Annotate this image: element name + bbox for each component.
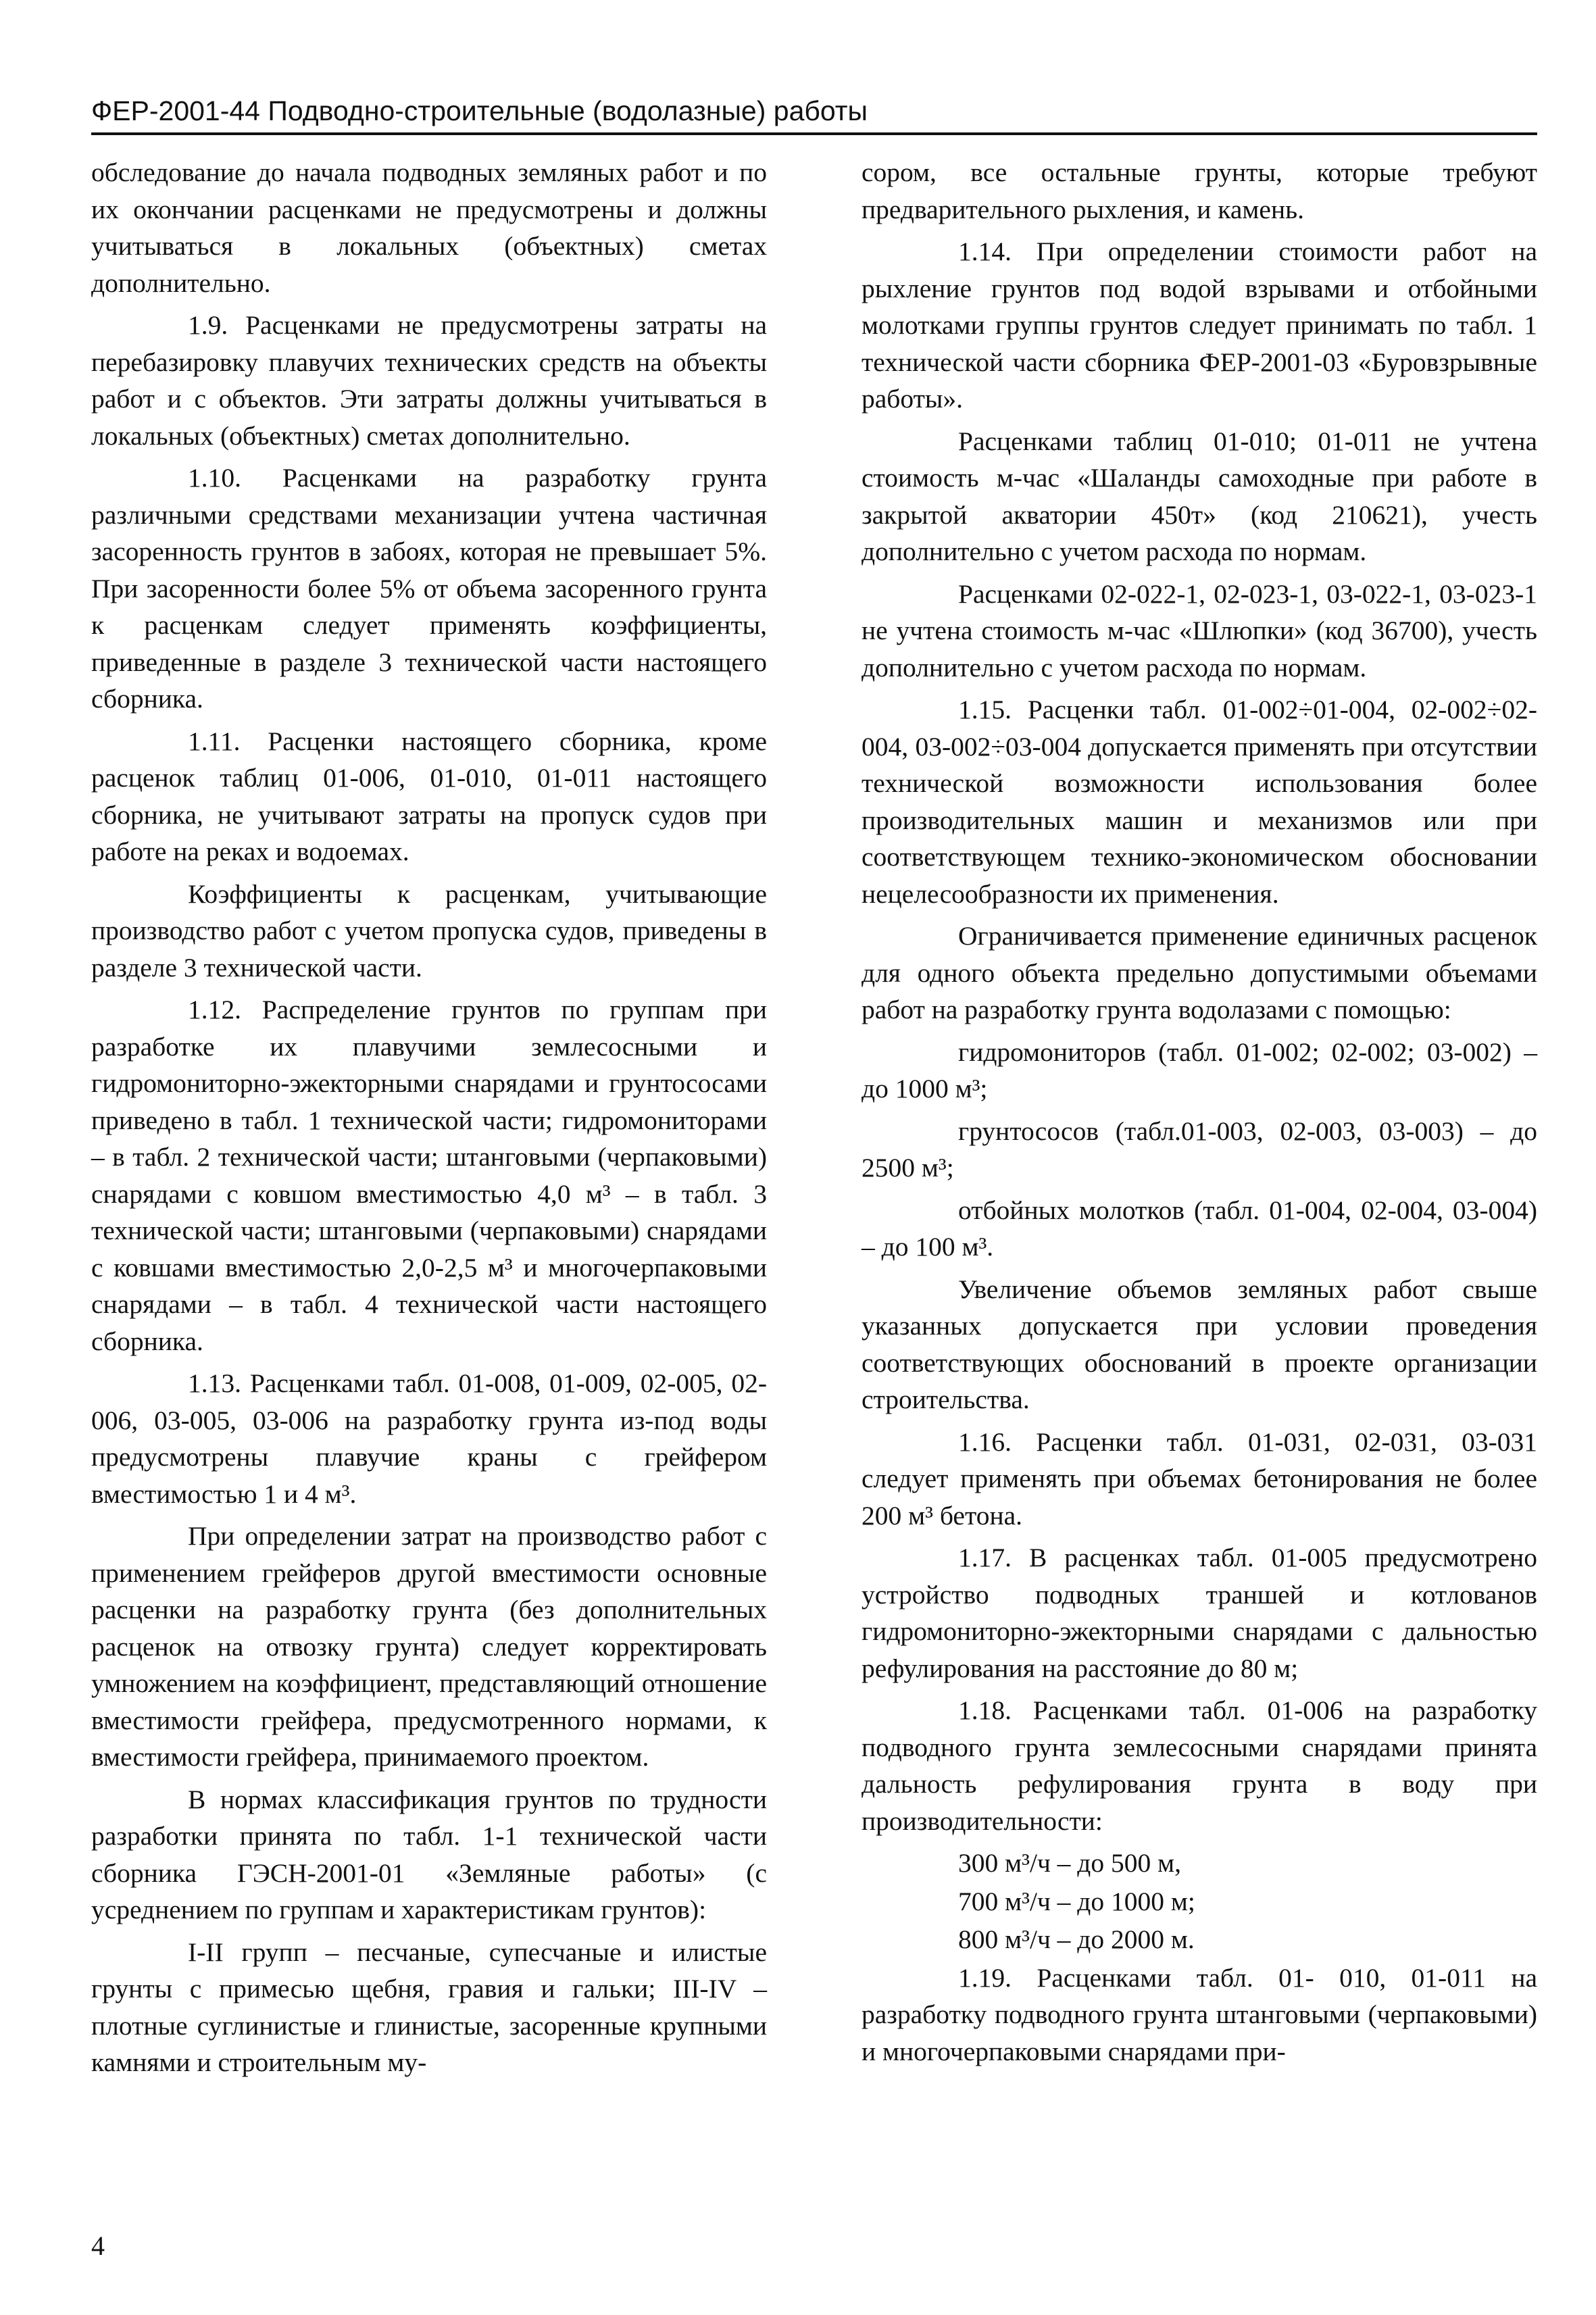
paragraph-grabs: При определении затрат на производство работ с применением грейферов другой вместимости основные расценки на разработку грунта (без дополнительных расценок на отвозку грунта) следует корректировать умножением на коэффициент, представляющий отношение вместимости грейфера, предусмотренного нормами, к вместимости грейфера, принимаемого проектом. (91, 1521, 767, 1772)
page-number: 4 (91, 2231, 105, 2261)
productivity-item: 700 м³/ч – до 1000 м; (958, 1886, 1195, 1916)
limit-item-hydromonitors: гидромониторов (табл. 01-002; 02-002; 03-002) – до 1000 м³; (862, 1037, 1537, 1103)
limit-item-hammers: отбойных молотков (табл. 01-004, 02-004, 03-004) – до 100 м³. (862, 1195, 1537, 1262)
paragraph-barges: Расценками таблиц 01-010; 01-011 не учтена стоимость м-час «Шаланды самоходные при работе в закрытой акватории 450т» (код 210621), учесть дополнительно с учетом расхода по нормам. (862, 426, 1537, 566)
paragraph-1-13: 1.13. Расценками табл. 01-008, 01-009, 02-005, 02-006, 03-005, 03-006 на разработку грунта из-под воды предусмотрены плавучие краны с грейфером вместимостью 1 и 4 м³. (91, 1368, 767, 1509)
limit-item-pumps: грунтососов (табл.01-003, 02-003, 03-003) – до 2500 м³; (862, 1116, 1537, 1183)
productivity-item: 800 м³/ч – до 2000 м. (958, 1924, 1195, 1954)
paragraph-1-14: 1.14. При определении стоимости работ на рыхление грунтов под водой взрывами и отбойными молотками группы грунтов следует принимать по табл. 1 технической части сборника ФЕР-2001-03 «Буровзрывные работы». (862, 237, 1537, 414)
paragraph-1-19: 1.19. Расценками табл. 01- 010, 01-011 на разработку подводного грунта штанговыми (черпаковыми) и многочерпаковыми снарядами при- (862, 1962, 1537, 2066)
paragraph-limits: Ограничивается применение единичных расценок для одного объекта предельно допустимыми объемами работ на разработку грунта водолазами с помощью: (862, 921, 1537, 1024)
paragraph-continuation-right: сором, все остальные грунты, которые требуют предварительного рыхления, и камень. (862, 157, 1537, 224)
left-column (91, 154, 767, 2087)
header-rule (91, 132, 1537, 135)
paragraph-1-16: 1.16. Расценки табл. 01-031, 02-031, 03-031 следует применять при объемах бетонирования не более 200 м³ бетона. (862, 1426, 1537, 1530)
paragraph-1-10: 1.10. Расценками на разработку грунта различными средствами механизации учтена частичная засоренность грунтов в забоях, которая не превышает 5%. При засоренности более 5% от объема засоренного грунта к расценкам следует применять коэффициенты, приведенные в разделе 3 технической части настоящего сборника. (91, 463, 767, 714)
paragraph-1-18: 1.18. Расценками табл. 01-006 на разработку подводного грунта землесосными снарядами принята дальность рефулирования грунта в воду при производительности: (862, 1695, 1537, 1836)
paragraph-increase: Увеличение объемов земляных работ свыше указанных допускается при условии проведения соответствующих обоснований в проекте организации строительства. (862, 1274, 1537, 1414)
right-column (862, 154, 1537, 2075)
productivity-item: 300 м³/ч – до 500 м, (958, 1848, 1182, 1878)
paragraph-soil-groups: I-II групп – песчаные, супесчаные и илистые грунты с примесью щебня, гравия и гальки; III-IV – плотные суглинистые и глинистые, засоренные крупными камнями и строительным му- (91, 1937, 767, 2077)
paragraph-1-9: 1.9. Расценками не предусмотрены затраты на перебазировку плавучих технических средств на объекты работ и с объектов. Эти затраты должны учитываться в локальных (объектных) сметах дополнительно. (91, 310, 767, 451)
running-header: ФЕР-2001-44 Подводно-строительные (водолазные) работы (91, 95, 868, 126)
paragraph-classification: В нормах классификация грунтов по трудности разработки принята по табл. 1-1 технической части сборника ГЭСН-2001-01 «Земляные работы» (с усреднением по группам и характеристикам грунтов): (91, 1784, 767, 1924)
paragraph-continuation: обследование до начала подводных земляных работ и по их окончании расценками не предусмотрены и должны учитываться в локальных (объектных) сметах дополнительно. (91, 157, 767, 298)
paragraph-boats: Расценками 02-022-1, 02-023-1, 03-022-1, 03-023-1 не учтена стоимость м-час «Шлюпки» (код 36700), учесть дополнительно с учетом расхода по нормам. (862, 578, 1537, 682)
paragraph-1-12: 1.12. Распределение грунтов по группам при разработке их плавучими землесосными и гидромониторно-эжекторными снарядами и грунтососами приведено в табл. 1 технической части; гидромониторами – в табл. 2 технической части; штанговыми (черпаковыми) снарядами с ковшом вместимостью 4,0 м³ – в табл. 3 технической части; штанговыми (черпаковыми) снарядами с ковшами вместимостью 2,0-2,5 м³ и многочерпаковыми снарядами – в табл. 4 технической части настоящего сборника. (91, 995, 767, 1356)
paragraph-1-11: 1.11. Расценки настоящего сборника, кроме расценок таблиц 01-006, 01-010, 01-011 настоящего сборника, не учитывают затраты на пропуск судов при работе на реках и водоемах. (91, 726, 767, 866)
paragraph-1-17: 1.17. В расценках табл. 01-005 предусмотрено устройство подводных траншей и котлованов гидромониторно-эжекторными снарядами с дальностью рефулирования на расстояние до 80 м; (862, 1543, 1537, 1683)
paragraph-coefficients: Коэффициенты к расценкам, учитывающие производство работ с учетом пропуска судов, приведены в разделе 3 технической части. (91, 878, 767, 982)
paragraph-1-15: 1.15. Расценки табл. 01-002÷01-004, 02-002÷02-004, 03-002÷03-004 допускается применять при отсутствии технической возможности использования более производительных машин и механизмов или при соответствующем технико-экономическом обосновании нецелесообразности их применения. (862, 695, 1537, 909)
